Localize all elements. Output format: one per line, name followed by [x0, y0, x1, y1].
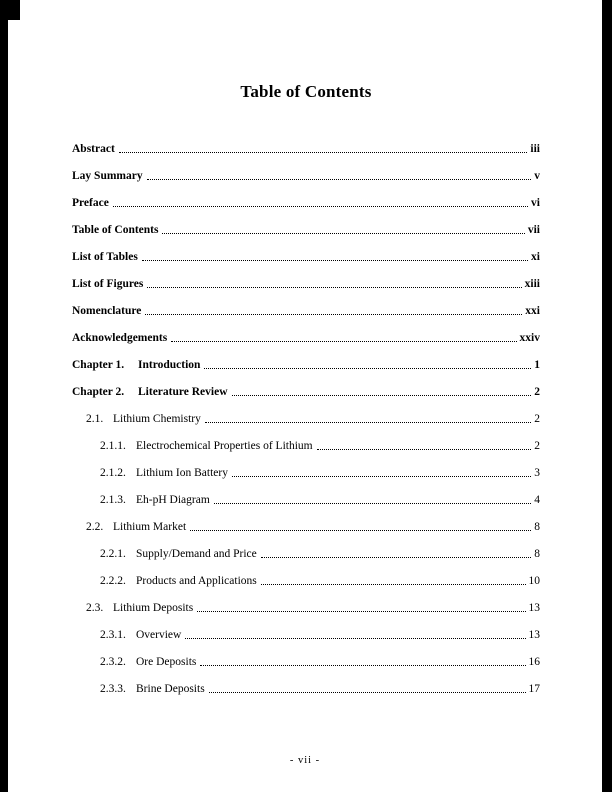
- toc-entry-label: Preface: [72, 197, 109, 209]
- toc-entry-label: List of Tables: [72, 251, 138, 263]
- toc-entry: [72, 169, 540, 183]
- dot-leader: [261, 557, 532, 558]
- document-page: [8, 0, 602, 792]
- toc-entry-number: 2.2.1.: [100, 548, 126, 560]
- toc-entry: [72, 304, 540, 318]
- toc-entry-page: 10: [528, 575, 540, 587]
- dot-leader: [162, 233, 524, 234]
- toc-entry-label: Lithium Chemistry: [113, 413, 201, 425]
- toc-entry-label: Lithium Deposits: [113, 602, 194, 614]
- toc-entry: [72, 574, 540, 588]
- toc-entry: [72, 277, 540, 291]
- toc-entry-label: Abstract: [72, 143, 115, 155]
- dot-leader: [204, 368, 531, 369]
- dot-leader: [205, 422, 531, 423]
- toc-entry-number: 2.3.1.: [100, 629, 126, 641]
- toc-entry-page: 8: [534, 548, 540, 560]
- toc-entry: [72, 196, 540, 210]
- toc-entry-label: Lithium Market: [113, 521, 187, 533]
- toc-entry: [72, 385, 540, 399]
- dot-leader: [113, 206, 528, 207]
- dot-leader: [214, 503, 531, 504]
- toc-entry-page: 17: [528, 683, 540, 695]
- toc-entry-page: vi: [531, 197, 540, 209]
- page-number-footer: - vii -: [289, 755, 321, 766]
- toc-entry-page: 2: [534, 413, 540, 425]
- toc-entry-label: Lay Summary: [72, 170, 143, 182]
- toc-entry-label: Electrochemical Properties of Lithium: [136, 440, 313, 452]
- toc-entry-label: Overview: [136, 629, 182, 641]
- toc-list: [72, 142, 540, 696]
- toc-entry-page: iii: [530, 143, 540, 155]
- toc-entry: [72, 520, 540, 534]
- toc-entry-page: xxiv: [519, 332, 540, 344]
- toc-entry-label: Ore Deposits: [136, 656, 197, 668]
- toc-entry: [72, 223, 540, 237]
- dot-leader: [147, 179, 532, 180]
- scan-edge-artifact: [0, 0, 20, 20]
- toc-entry-page: v: [534, 170, 540, 182]
- toc-entry: [72, 358, 540, 372]
- toc-entry-number: Chapter 1.: [72, 359, 125, 371]
- toc-entry-label: Eh-pH Diagram: [136, 494, 210, 506]
- toc-entry-number: 2.1.3.: [100, 494, 126, 506]
- toc-entry-label: Literature Review: [138, 386, 228, 398]
- toc-entry-page: vii: [527, 224, 540, 236]
- toc-entry-page: xiii: [524, 278, 540, 290]
- toc-entry-number: 2.3.3.: [100, 683, 126, 695]
- toc-entry-label: Introduction: [138, 359, 201, 371]
- dot-leader: [200, 665, 525, 666]
- toc-entry-label: Supply/Demand and Price: [136, 548, 257, 560]
- dot-leader: [185, 638, 525, 639]
- toc-entry-number: 2.3.2.: [100, 656, 126, 668]
- toc-entry: [72, 655, 540, 669]
- dot-leader: [232, 476, 531, 477]
- dot-leader: [209, 692, 526, 693]
- toc-entry-page: 16: [528, 656, 540, 668]
- toc-entry: [72, 331, 540, 345]
- toc-entry-number: 2.3.: [86, 602, 104, 614]
- toc-entry: [72, 142, 540, 156]
- dot-leader: [119, 152, 528, 153]
- toc-entry-page: xi: [531, 251, 540, 263]
- toc-entry-page: 8: [534, 521, 540, 533]
- dot-leader: [232, 395, 532, 396]
- toc-entry-number: Chapter 2.: [72, 386, 125, 398]
- toc-entry-number: 2.2.2.: [100, 575, 126, 587]
- dot-leader: [147, 287, 521, 288]
- toc-entry-page: 1: [534, 359, 540, 371]
- toc-entry-label: Table of Contents: [72, 224, 159, 236]
- toc-entry-label: Brine Deposits: [136, 683, 205, 695]
- dot-leader: [171, 341, 516, 342]
- toc-entry-label: Lithium Ion Battery: [136, 467, 228, 479]
- toc-entry-number: 2.1.2.: [100, 467, 126, 479]
- toc-entry-page: 4: [534, 494, 540, 506]
- toc-entry-page: 13: [528, 602, 540, 614]
- toc-entry-number: 2.1.1.: [100, 440, 126, 452]
- toc-entry-number: 2.1.: [86, 413, 104, 425]
- toc-entry: [72, 439, 540, 453]
- dot-leader: [197, 611, 525, 612]
- toc-entry: [72, 412, 540, 426]
- toc-entry-label: Acknowledgements: [72, 332, 168, 344]
- toc-entry-page: 2: [534, 440, 540, 452]
- toc-entry: [72, 547, 540, 561]
- toc-entry-page: 13: [528, 629, 540, 641]
- toc-entry-page: 3: [534, 467, 540, 479]
- toc-entry-label: Products and Applications: [136, 575, 257, 587]
- toc-entry-page: 2: [534, 386, 540, 398]
- toc-entry-page: xxi: [525, 305, 540, 317]
- toc-entry: [72, 250, 540, 264]
- toc-entry: [72, 682, 540, 696]
- page-title: Table of Contents: [240, 82, 372, 101]
- toc-entry: [72, 601, 540, 615]
- dot-leader: [142, 260, 528, 261]
- toc-entry: [72, 493, 540, 507]
- page-content: [8, 0, 602, 696]
- toc-entry-number: 2.2.: [86, 521, 104, 533]
- dot-leader: [261, 584, 526, 585]
- dot-leader: [317, 449, 532, 450]
- toc-entry: [72, 628, 540, 642]
- dot-leader: [190, 530, 531, 531]
- toc-entry-label: List of Figures: [72, 278, 144, 290]
- dot-leader: [145, 314, 522, 315]
- toc-entry: [72, 466, 540, 480]
- toc-entry-label: Nomenclature: [72, 305, 142, 317]
